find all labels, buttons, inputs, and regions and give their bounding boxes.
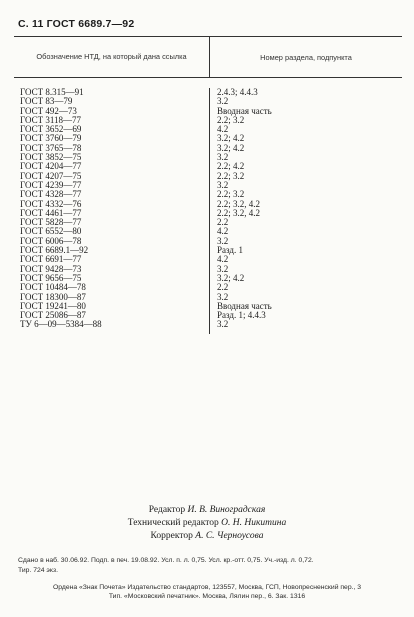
reference-cell: ГОСТ 9428—73 (20, 263, 82, 274)
reference-cell: ГОСТ 4461—77 (20, 207, 82, 218)
reference-cell: ГОСТ 4207—75 (20, 170, 82, 181)
editor-label: Редактор (148, 505, 186, 515)
section-cell: 3.2; 4.2 (217, 272, 245, 283)
imprint-line-2: Тир. 724 экз. (18, 566, 58, 574)
section-cell: 3.2; 4.2 (217, 133, 245, 144)
reference-cell: ГОСТ 25086—87 (20, 310, 86, 321)
editor-line (0, 504, 414, 517)
section-cell: 3.2 (217, 152, 229, 163)
reference-column (14, 88, 210, 334)
imprint-line-1: Сдано в наб. 30.06.92. Подп. в печ. 19.08.92. Усл. п. л. 0,75. Усл. кр.-отт. 0,75. Уч.-изд. л. 0,72. (18, 557, 314, 564)
reference-cell: ГОСТ 3760—79 (20, 133, 82, 144)
column-header-reference: Обозначение НТД, на который дана ссылка (14, 37, 210, 77)
reference-cell: ГОСТ 18300—87 (20, 291, 86, 302)
reference-cell: ГОСТ 4328—77 (20, 189, 82, 200)
tech-editor-label: Технический редактор (127, 518, 219, 528)
reference-cell: ГОСТ 6689.1—92 (20, 245, 89, 256)
section-column (210, 88, 402, 334)
publisher-line-1: Ордена «Знак Почета» Издательство стандартов, 123557, Москва, ГСП, Новопресненский пер., 3 (52, 584, 362, 591)
section-cell: 2.2; 3.2 (217, 170, 245, 181)
reference-cell: ГОСТ 6691—77 (20, 254, 82, 265)
reference-cell: ГОСТ 5828—77 (20, 217, 82, 228)
reference-cell: ГОСТ 3765—78 (20, 142, 82, 153)
section-cell: 3.2 (217, 319, 229, 330)
publisher-line-2: Тип. «Московский печатник». Москва, Лялин пер., 6. Зак. 1316 (108, 593, 306, 600)
section-cell: 4.2 (217, 226, 229, 237)
reference-cell: ГОСТ 83—79 (20, 96, 73, 107)
section-cell: 2.2; 3.2 (217, 114, 245, 125)
reference-cell: ГОСТ 6006—78 (20, 235, 82, 246)
section-cell: 2.2; 4.2 (217, 161, 245, 172)
page-header: С. 11 ГОСТ 6689.7—92 (18, 18, 135, 30)
references-table (14, 36, 402, 334)
reference-cell: ГОСТ 10484—78 (20, 282, 86, 293)
section-cell: 3.2; 4.2 (217, 142, 245, 153)
editor-name: И. В. Виноградская (187, 505, 266, 515)
section-cell: 2.2; 3.2 (217, 189, 245, 200)
reference-cell: ГОСТ 19241—80 (20, 300, 86, 311)
section-cell: 3.2 (217, 96, 229, 107)
section-cell: Разд. 1 (217, 245, 243, 256)
section-cell: Вводная часть (217, 300, 272, 311)
table-header (14, 36, 402, 78)
imprint (18, 556, 402, 575)
reference-cell: ГОСТ 4204—77 (20, 161, 82, 172)
section-cell: 4.2 (217, 124, 229, 135)
reference-cell: ГОСТ 3118—77 (20, 114, 82, 125)
column-header-section: Номер раздела, подпункта (260, 52, 352, 62)
reference-cell: ГОСТ 9656—75 (20, 272, 82, 283)
credits (0, 504, 414, 543)
section-cell: 3.2 (217, 235, 229, 246)
table-body (14, 78, 402, 334)
section-cell: 2.2; 3.2, 4.2 (217, 198, 261, 209)
reference-cell: ГОСТ 8.315—91 (20, 87, 84, 97)
section-cell: Разд. 1; 4.4.3 (217, 310, 266, 321)
reference-cell: ГОСТ 492—73 (20, 105, 77, 116)
section-cell: Вводная часть (217, 105, 272, 116)
corrector-label: Корректор (150, 531, 193, 541)
corrector-name: А. С. Черноусова (195, 531, 264, 541)
section-cell: 2.4.3; 4.4.3 (217, 87, 258, 97)
section-cell: 3.2 (217, 179, 229, 190)
corrector-line (0, 530, 414, 543)
reference-cell: ГОСТ 4332—76 (20, 198, 82, 209)
section-cell: 3.2 (217, 291, 229, 302)
section-cell: 3.2 (217, 263, 229, 274)
publisher-info (0, 583, 414, 601)
tech-editor-name: О. Н. Никитина (221, 518, 287, 528)
reference-cell: ГОСТ 4239—77 (20, 179, 82, 190)
section-cell: 4.2 (217, 254, 229, 265)
section-cell: 2.2 (217, 217, 229, 228)
reference-cell: ГОСТ 3852—75 (20, 152, 82, 163)
reference-cell: ГОСТ 3652—69 (20, 124, 82, 135)
tech-editor-line (0, 517, 414, 530)
reference-cell: ТУ 6—09—5384—88 (20, 319, 102, 330)
section-cell: 2.2; 3.2, 4.2 (217, 207, 261, 218)
section-cell: 2.2 (217, 282, 229, 293)
reference-cell: ГОСТ 6552—80 (20, 226, 82, 237)
